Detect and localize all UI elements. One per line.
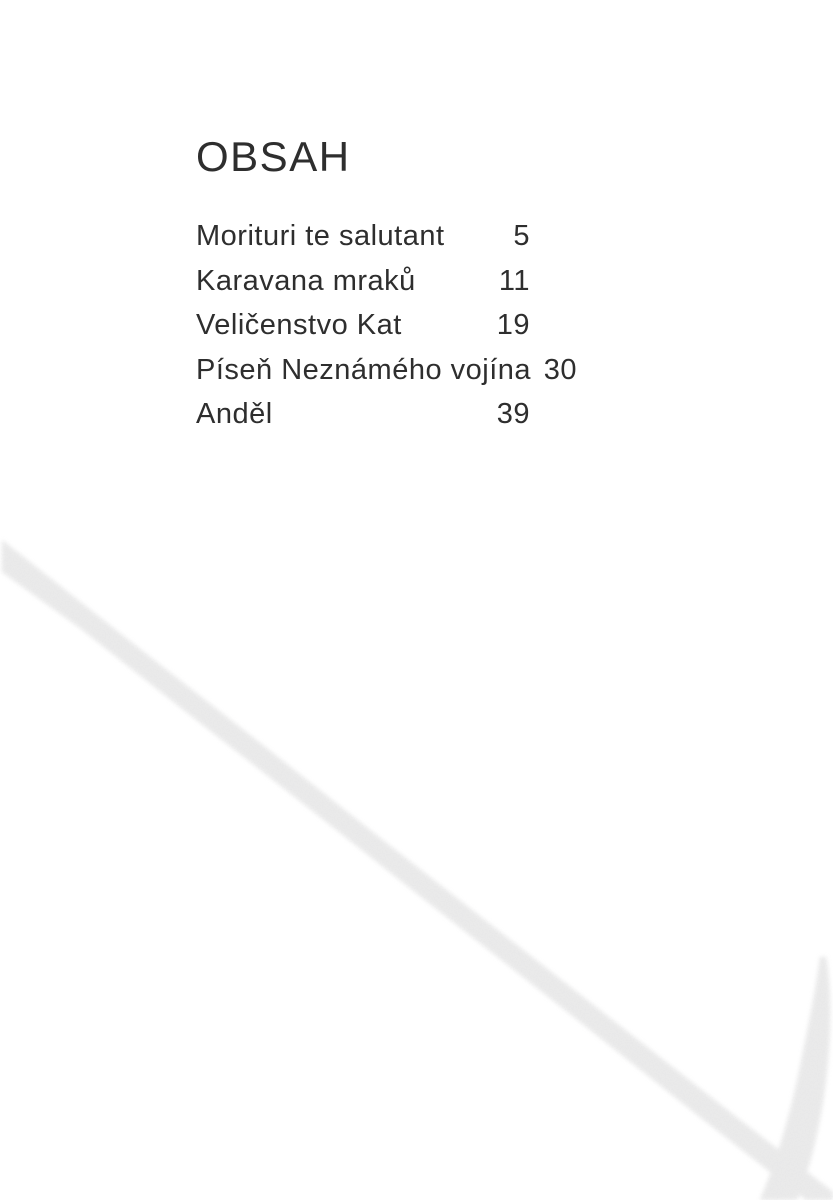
toc-entry-title: Píseň Neznámého vojína <box>196 353 532 386</box>
table-of-contents <box>196 133 578 437</box>
toc-entry-title: Anděl <box>196 398 273 430</box>
toc-entry-title: Karavana mraků <box>196 264 416 297</box>
toc-entry-title: Veličenstvo Kat <box>196 309 402 341</box>
toc-list <box>196 214 578 437</box>
toc-entry-page-number: 5 <box>513 220 530 252</box>
page-title: OBSAH <box>196 133 351 180</box>
toc-entry-page-number: 39 <box>496 398 530 430</box>
toc-entry-title: Morituri te salutant <box>196 220 445 252</box>
toc-entry <box>196 214 530 259</box>
toc-entry-page-number: 30 <box>543 353 578 386</box>
toc-entry-page-number: 11 <box>498 264 530 297</box>
toc-entry <box>196 259 530 304</box>
toc-entry <box>196 348 578 393</box>
scan-streak-vertical <box>760 957 830 1200</box>
toc-entry-page-number: 19 <box>496 309 530 341</box>
toc-entry <box>196 392 530 437</box>
scan-streak-diagonal <box>2 540 833 1200</box>
toc-entry <box>196 303 530 348</box>
